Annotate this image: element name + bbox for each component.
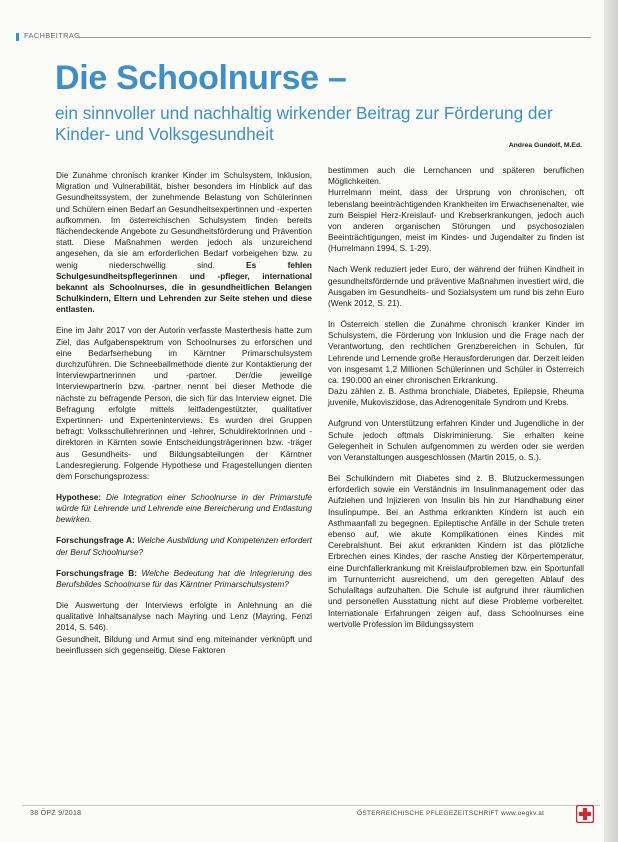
paragraph-austria: In Österreich stellen die Zunahme chronisch kranker Kinder im Schulsystem, die Förderung von Inklusion und die Frage nach der Verantwortung, den rechtlichen Grenzbereichen in Schulen, für Lehrende und Lernende große Herausforderungen dar. Derzeit leiden von insgesamt 1,2 Millionen Schülerinnen und Schüler in Österreich ca. 190.000 an einer chronischen Erkrankung. bbox=[328, 319, 584, 386]
paragraph-discrimination: Aufgrund von Unterstützung erfahren Kinder und Jugendliche in der Schule jedoch oftmals Diskriminierung. Sie erhalten keine Gelegenheit in Schulen aufgenommen zu werden oder sie werden von Veranstaltungen ausgeschlossen (Martin 2015, o. S.). bbox=[328, 418, 584, 463]
article-author: Andrea Gundolf, M.Ed. bbox=[508, 142, 582, 149]
page-footer bbox=[22, 805, 600, 827]
research-question-a-label: Forschungsfrage A: bbox=[56, 535, 135, 546]
paragraph-method: Eine im Jahr 2017 von der Autorin verfasste Masterthesis hatte zum Ziel, das Aufgabenspektrum von Schoolnurses zu erforschen und eine Bedarfserhebung im Kärntner Primarschulsystem durchzuführen. Die Schneeballmethode diente zur Kontaktierung der Interviewpartnerinnen und -partner. Der/die jeweilige Interviewpartnerin bzw. -partner nennt bei dieser Methode die nächste zu befragende Person, die sich für das Interview eignet. Die Befragung erfolgte mittels leitfadengestützter, qualitativer Expertinnen- und Experteninterviews. Es wurden drei Gruppen befragt: Volksschullehrerinnen und -lehrer, Schuldirektorinnen und -direktoren in Kärnten sowie Entscheidungsträgerinnen bzw. -träger aus Gesundheits- und Bildungsabteilungen der Kärntner Landesregierung. Folgende Hypothese und Fragestellungen dienten dem Forschungsprozess: bbox=[56, 325, 312, 482]
footer-page-info: 38 ÖPZ 9/2018 bbox=[30, 810, 82, 817]
paragraph-diseases: Dazu zählen z. B. Asthma bronchiale, Diabetes, Epilepsie, Rheuma juvenile, Mukoviszidose, das Adrenogenitale Syndrom und Krebs. bbox=[328, 386, 584, 408]
right-column bbox=[328, 165, 584, 640]
research-question-b-label: Forschungsfrage B: bbox=[56, 567, 138, 578]
section-label: FACHBEITRAG bbox=[24, 31, 81, 40]
paragraph-analysis: Die Auswertung der Interviews erfolgte in Anlehnung an die qualitative Inhaltsanalyse nach Mayring und Lenz (Mayring, Fenzl 2014, S. 546). bbox=[56, 599, 312, 633]
paragraph-diabetes: Bei Schulkindern mit Diabetes sind z. B. Blutzuckermessungen erforderlich sowie ein Verständnis im Insulinmanagement oder das Aufziehen und Injizieren von Insulin bis hin zur Handhabung einer Insulinpumpe. Bei an Asthma erkrankten Kindern ist auch ein Asthmaanfall zu begegnen. Epileptische Anfälle in der Schule treten ebenso auf, wie akute Komplikationen eines Kindes mit Cerebralshunt. Bei akut erkrankten Kindern ist das plötzliche Erbrechen eines Kindes, der rasche Anstieg der Körpertemperatur, eine Durchfallerkrankung mit Kreislaufproblemen bzw. ein Sportunfall im Turnunterricht ausreichend, um den geregelten Ablauf des Schulalltags aufzuhalten. Die Schule ist aufgrund ihrer räumlichen und personellen Ausstattung nicht auf diese Probleme vorbereitet. Internationale Erfahrungen zeigen auf, dass Schoolnurses eine wertvolle Profession im Bildungssystem bbox=[328, 473, 584, 629]
research-question-b bbox=[56, 568, 312, 590]
section-rule bbox=[76, 37, 591, 38]
page-spine-shadow bbox=[604, 0, 618, 842]
section-marker bbox=[16, 33, 19, 41]
paragraph-health: Gesundheit, Bildung und Armut sind eng miteinander verknüpft und beeinflussen sich gegenseitig. Diese Faktoren bbox=[56, 633, 312, 655]
hypothesis-text: Die Integration einer Schoolnurse in der Primarstufe würde für Lehrende und Lehrende eine Bereicherung und Entlastung bewirken. bbox=[56, 492, 312, 525]
hypothesis-label: Hypothese: bbox=[56, 492, 102, 503]
footer-rule bbox=[22, 805, 600, 806]
paragraph-hurrelmann: Hurrelmann meint, dass der Ursprung von chronischen, oft lebenslang beeinträchtigenden Krankheiten im Erwachsenenalter, wie zum Beispiel Herz-Kreislauf- und Krebserkrankungen, jedoch auch von anderen organischen Störungen und psychosozialen Beeinträchtigungen, meist im Kindes- und Jugendalter zu finden ist (Hurrelmann 1994, S. 1-29). bbox=[328, 187, 584, 254]
research-question-b-text: Welche Bedeutung hat die Integrierung des Berufsbildes Schoolnurse für das Kärntner Primarschulsystem? bbox=[56, 567, 312, 589]
intro-bold-text: Es fehlen Schulgesundheitspflegerinnen und -pfleger, international bekannt als Schoolnurses, die in gesundheitlichen Belangen Schulkindern, Eltern und Lehrenden zur Seite stehen und diese entlasten. bbox=[56, 259, 312, 315]
oegkv-cross-logo-icon bbox=[576, 805, 594, 823]
intro-text: Die Zunahme chronisch kranker Kinder im Schulsystem, Inklusion, Migration und Vulnerabilität, bisher besonders im Hinblick auf das Gesundheitssystem, der zunehmende Belastung von Schülerinnen und Schülern einen Bedarf an Gesundheitsexpertinnen und -experten aufkommen. Im österreichischen Schulsystem finden bereits flächendeckende Angebote zu Gesundheitsförderung und Prävention statt. Diese Maßnahmen werden jedoch als unzureichend angesehen, da sie am erforderlichen Bedarf vorbeigehen bzw. zu wenig niederschwellig sind. bbox=[56, 170, 312, 270]
footer-journal: ÖSTERREICHISCHE PFLEGEZEITSCHRIFT www.oegkv.at bbox=[357, 810, 545, 817]
section-header bbox=[16, 32, 591, 42]
left-column bbox=[56, 170, 312, 666]
paragraph-wenk: Nach Wenk reduziert jeder Euro, der während der frühen Kindheit in gesundheitsfördernde und präventive Maßnahmen investiert wird, die Ausgaben im Gesundheits- und Sozialsystem um rund bis zehn Euro (Wenk 2012, S. 21). bbox=[328, 264, 584, 309]
research-question-a-text: Welche Ausbildung und Kompetenzen erfordert der Beruf Schoolnurse? bbox=[56, 535, 312, 557]
hypothesis bbox=[56, 492, 312, 526]
research-question-a bbox=[56, 535, 312, 557]
paragraph-continuation: bestimmen auch die Lernchancen und späteren beruflichen Möglichkeiten. bbox=[328, 165, 584, 187]
article-title: Die Schoolnurse – bbox=[55, 59, 347, 97]
article-subtitle: ein sinnvoller und nachhaltig wirkender Beitrag zur Förderung der Kinder- und Volksgesundheit bbox=[55, 103, 553, 144]
paragraph-intro bbox=[56, 170, 312, 316]
